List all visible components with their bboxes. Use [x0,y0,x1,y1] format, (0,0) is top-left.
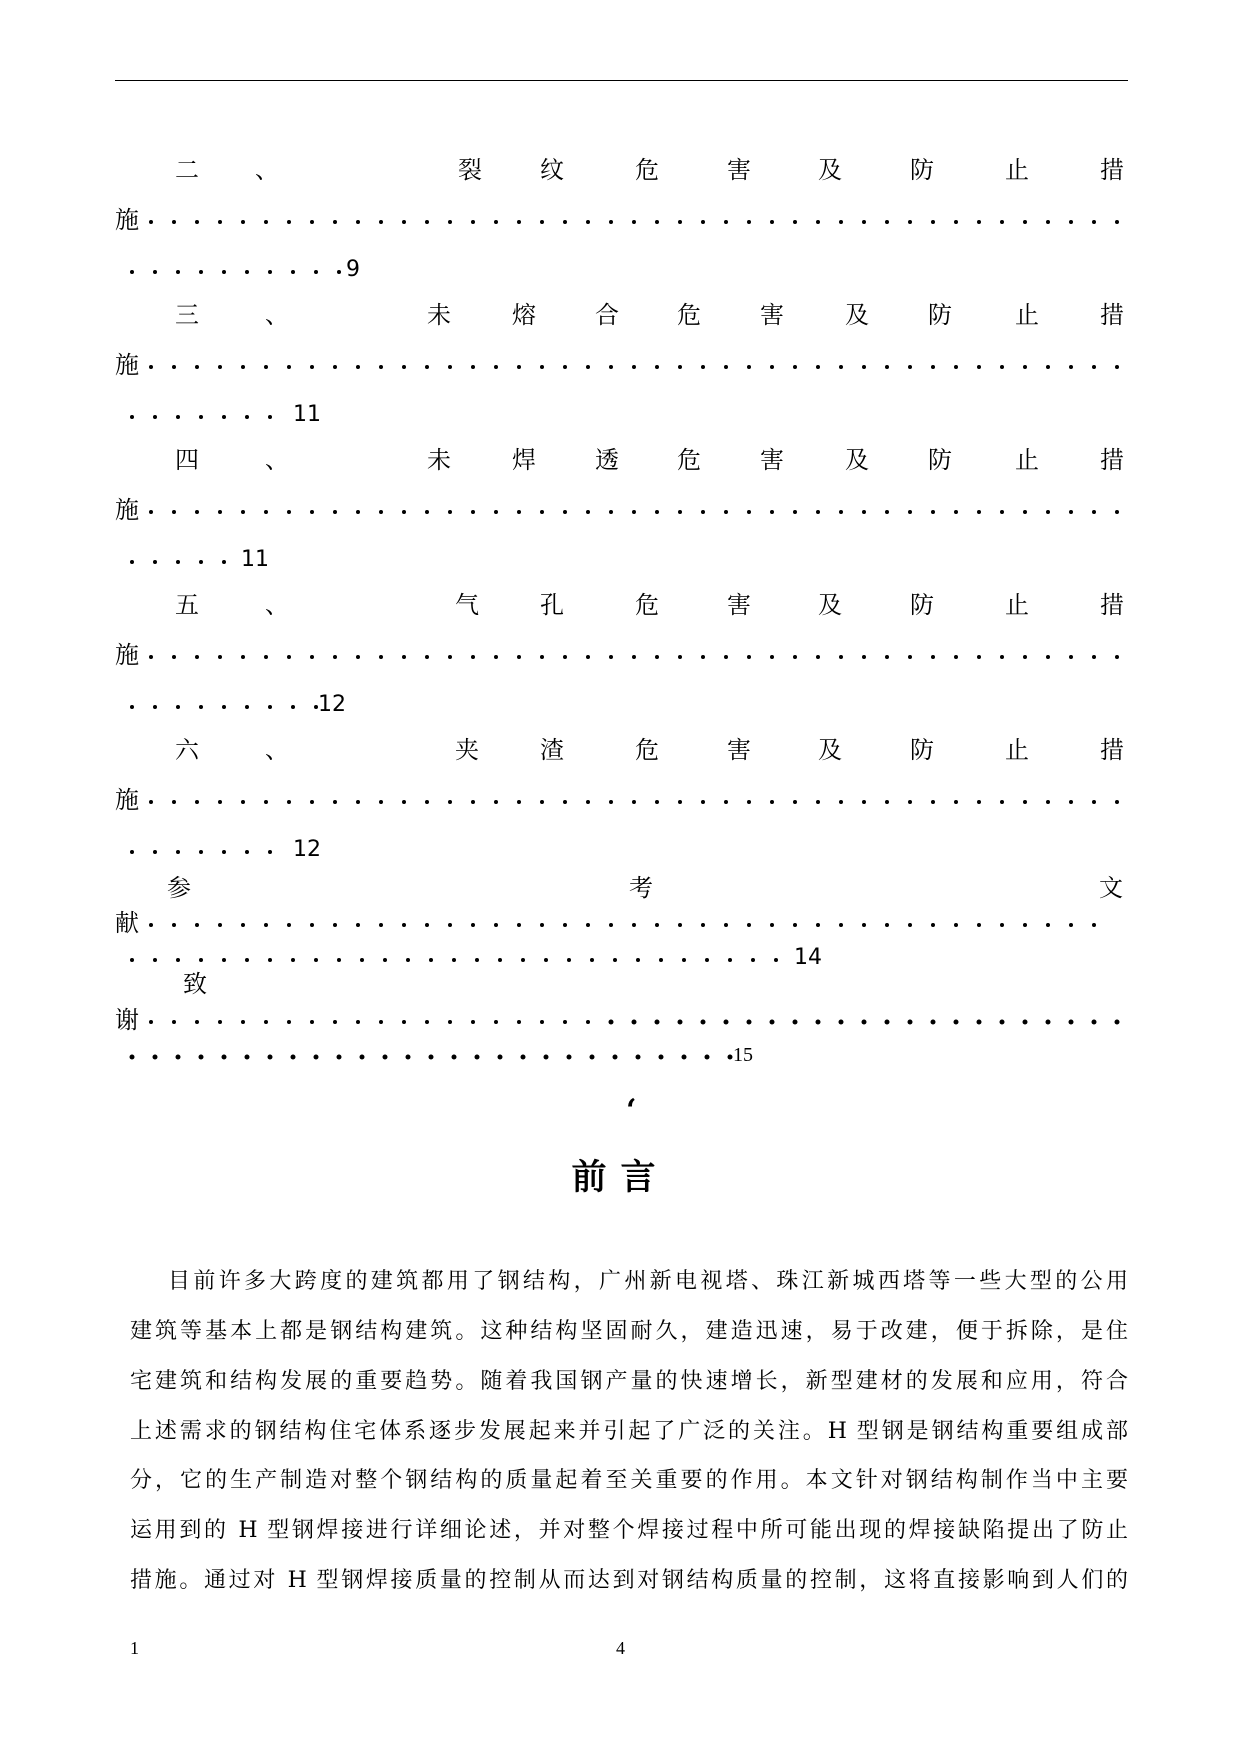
toc-title-char: 止 [1005,591,1029,619]
toc-page-number: 11 [241,547,269,572]
toc-title-char: 未 [427,301,451,329]
toc-entry-title[interactable] [115,585,1128,625]
toc-leader-line [115,635,1128,675]
toc-page-number: 14 [794,945,822,970]
toc-leader-dots [115,250,345,290]
toc-title-char: 合 [595,301,619,329]
toc-title-char: 三 [175,301,199,329]
toc-title-char: 害 [727,156,751,184]
toc-title-char: 孔 [540,591,564,619]
toc-title-char: 、 [265,736,289,764]
toc-title-char: 裂 [458,156,482,184]
toc-title-char: 文 [1099,874,1123,902]
toc-title-char: 焊 [512,446,536,474]
toc-title-char: 防 [910,156,934,184]
preface-line: 目前许多大跨度的建筑都用了钢结构，广州新电视塔、珠江新城西塔等一些大型的公用 [168,1269,1128,1294]
toc-leader-dots [145,903,1125,943]
toc-title-char: 害 [760,446,784,474]
toc-title-char: 及 [818,591,842,619]
toc-page-line [115,250,415,290]
toc-title-char: 措 [1100,301,1124,329]
toc-entry-title[interactable] [115,440,1128,480]
toc-title-char: 措 [1100,156,1124,184]
toc-entry-title[interactable] [115,150,1128,190]
toc-title-char: 危 [635,736,659,764]
toc-leader-dots [115,685,320,725]
preface-line: 分，它的生产制造对整个钢结构的质量起着至关重要的作用。本文针对钢结构制作当中主要 [130,1468,1128,1493]
toc-title-char: 五 [175,591,199,619]
toc-leader-dots [145,345,1135,385]
toc-leader-line [115,1000,1128,1040]
toc-leader-dots [145,635,1135,675]
toc-page-number: 12 [318,692,346,717]
toc-title-char: 、 [265,301,289,329]
toc-title-char: 、 [255,156,279,184]
toc-lead-char: 谢 [115,1006,139,1034]
page-number: 4 [616,1638,625,1658]
toc-title-char: 气 [455,591,479,619]
toc-title-char: 四 [175,446,199,474]
toc-title-char: 夹 [455,736,479,764]
preface-line: 措施。通过对 H 型钢焊接质量的控制从而达到对钢结构质量的控制，这将直接影响到人们的 [130,1568,1128,1593]
toc-title-char: 及 [845,301,869,329]
preface-line: 运用到的 H 型钢焊接进行详细论述，并对整个焊接过程中所可能出现的焊接缺陷提出了防止 [130,1518,1128,1543]
footer-left-number: 1 [130,1638,139,1658]
toc-title-char: 防 [910,591,934,619]
toc-title-char: 纹 [540,156,564,184]
toc-title-char: 考 [629,874,653,902]
toc-entry-title[interactable] [115,730,1128,770]
toc-lead-char: 施 [115,496,139,524]
toc-entry-title[interactable] [115,868,1128,908]
toc-leader-line [115,490,1128,530]
toc-leader-line [115,345,1128,385]
stray-quote-mark: ‘ [626,1093,637,1128]
toc-title-char: 致 [183,970,207,998]
toc-title-char: 透 [595,446,619,474]
toc-page-number: 15 [733,1044,753,1066]
toc-title-char: 危 [635,156,659,184]
toc-title-char: 及 [845,446,869,474]
preface-line: 宅建筑和结构发展的重要趋势。随着我国钢产量的快速增长，新型建材的发展和应用，符合 [130,1369,1128,1394]
toc-title-char: 措 [1100,591,1124,619]
toc-lead-char: 施 [115,786,139,814]
toc-title-char: 六 [175,736,199,764]
toc-lead-char: 献 [115,909,139,937]
toc-leader-dots [145,490,1135,530]
toc-title-char: 止 [1005,736,1029,764]
toc-title-char: 及 [818,736,842,764]
toc-title-char: 渣 [540,736,564,764]
toc-title-char: 熔 [512,301,536,329]
toc-leader-dots [115,395,295,435]
toc-title-char: 危 [677,301,701,329]
toc-lead-char: 施 [115,641,139,669]
toc-page-line [115,685,415,725]
toc-page-line [115,395,415,435]
toc-page-line [115,830,415,870]
toc-leader-dots [115,830,295,870]
preface-line: 上述需求的钢结构住宅体系逐步发展起来并引起了广泛的关注。H 型钢是钢结构重要组成部 [130,1419,1128,1444]
toc-title-char: 未 [427,446,451,474]
toc-title-char: 措 [1100,736,1124,764]
toc-title-char: 害 [727,591,751,619]
toc-leader-line [115,780,1128,820]
toc-leader-line [115,200,1128,240]
toc-leader-dots [145,200,1135,240]
toc-leader-dots [145,1000,1135,1040]
toc-entry-title[interactable] [115,964,1128,1004]
toc-leader-dots [115,540,245,580]
toc-title-char: 害 [727,736,751,764]
toc-title-char: 防 [928,301,952,329]
toc-entry-title[interactable] [115,295,1128,335]
toc-leader-dots [115,1035,735,1075]
toc-title-char: 、 [265,446,289,474]
toc-page-number: 12 [293,837,321,862]
toc-title-char: 止 [1005,156,1029,184]
toc-title-char: 、 [265,591,289,619]
toc-lead-char: 施 [115,206,139,234]
toc-page-line [115,540,415,580]
toc-page-number: 11 [293,402,321,427]
toc-leader-dots [145,780,1135,820]
header-rule [115,80,1128,81]
toc-title-char: 危 [677,446,701,474]
toc-title-char: 防 [910,736,934,764]
toc-leader-line [115,903,1128,943]
toc-title-char: 参 [167,874,191,902]
toc-title-char: 止 [1015,301,1039,329]
toc-lead-char: 施 [115,351,139,379]
preface-line: 建筑等基本上都是钢结构建筑。这种结构坚固耐久，建造迅速，易于改建，便于拆除，是住 [130,1319,1128,1344]
toc-page-number: 9 [346,257,360,282]
toc-title-char: 害 [760,301,784,329]
toc-title-char: 危 [635,591,659,619]
toc-title-char: 及 [818,156,842,184]
preface-heading: 前言 [571,1158,670,1198]
toc-title-char: 止 [1015,446,1039,474]
toc-title-char: 防 [928,446,952,474]
toc-title-char: 二 [175,156,199,184]
toc-page-line [115,1035,835,1075]
toc-title-char: 措 [1100,446,1124,474]
